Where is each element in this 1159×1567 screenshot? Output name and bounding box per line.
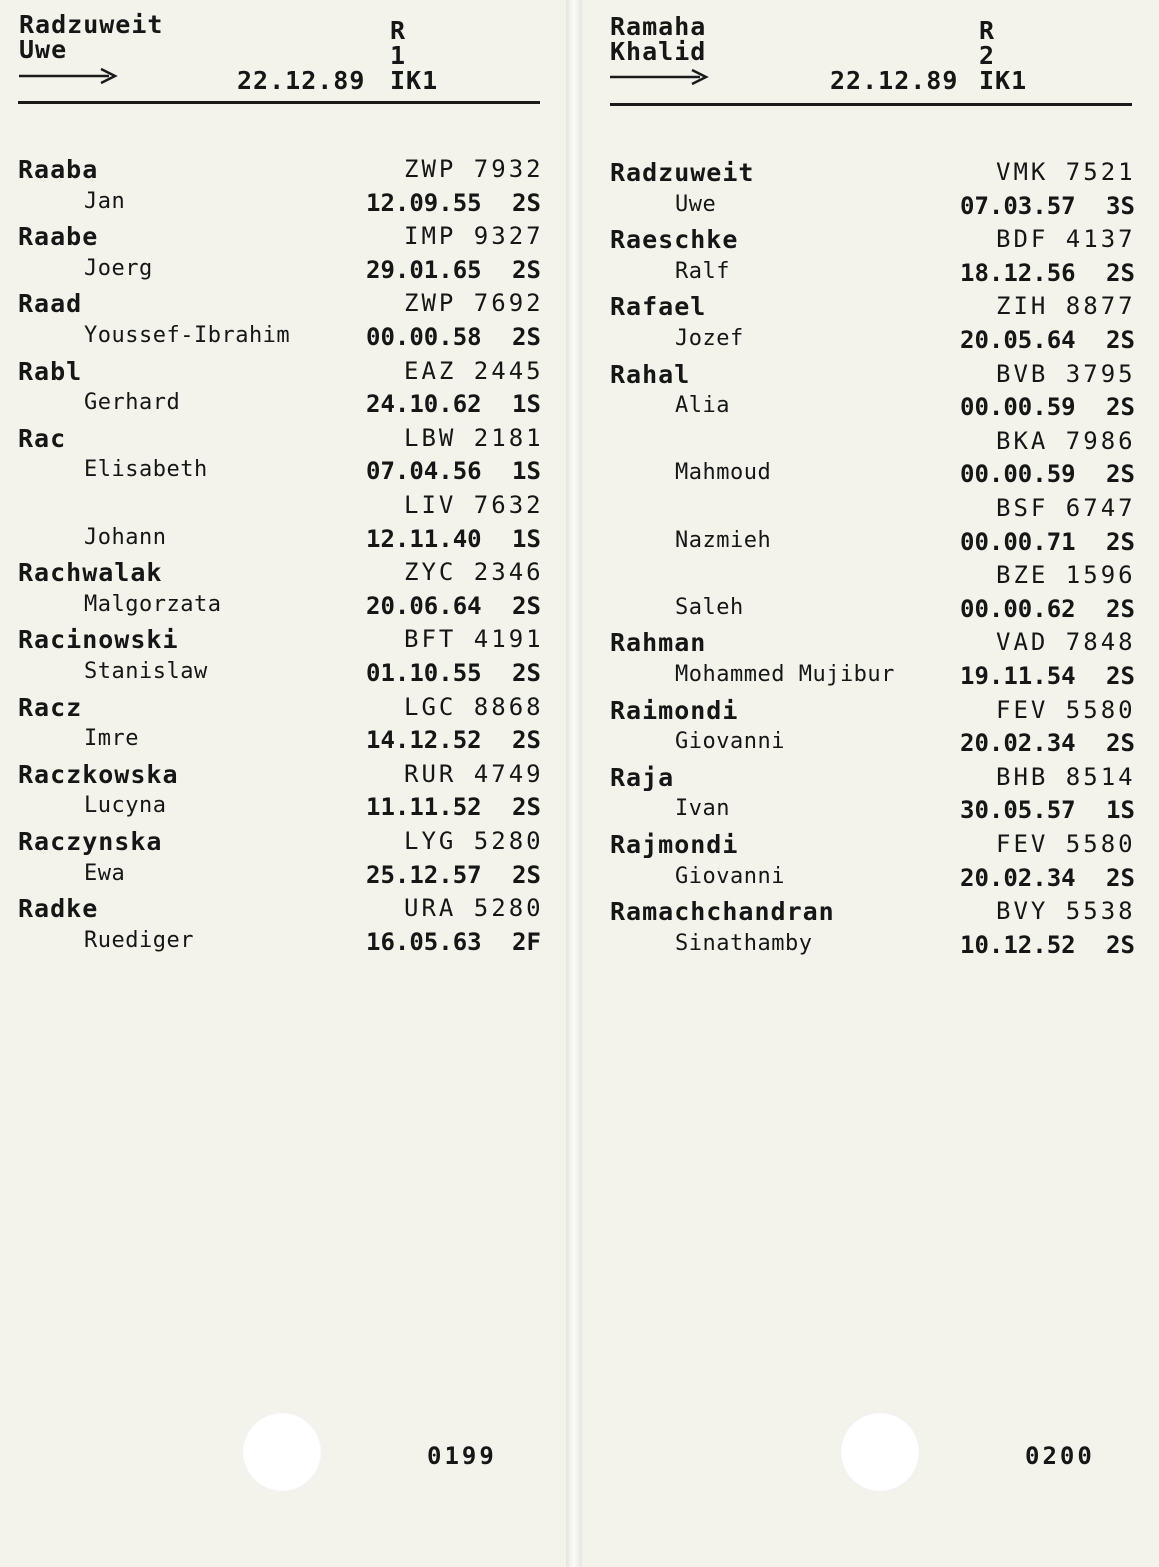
entry-surname: Rahman	[610, 628, 707, 658]
list-item	[582, 729, 1159, 763]
entry-class: 2S	[1106, 326, 1135, 354]
list-item	[0, 189, 566, 223]
list-item	[582, 393, 1159, 427]
entry-date: 12.11.40	[366, 524, 482, 553]
entry-class: 2S	[512, 255, 541, 284]
list-item	[0, 861, 566, 895]
entry-code: RUR 4749	[404, 759, 544, 788]
entry-date: 00.00.58	[366, 323, 482, 351]
entry-surname: Rahal	[610, 359, 691, 389]
entry-firstname: Giovanni	[675, 863, 785, 889]
entry-firstname: Mahmoud	[675, 460, 772, 486]
entry-date: 00.00.59	[960, 460, 1076, 489]
entry-code: BVY 5538	[996, 897, 1136, 926]
entry-date: 10.12.52	[960, 930, 1076, 959]
list-item	[0, 592, 566, 626]
entry-date: 20.06.64	[366, 591, 482, 620]
entry-surname: Rafael	[610, 292, 707, 322]
entry-firstname: Giovanni	[675, 729, 785, 755]
entry-firstname: Youssef-Ibrahim	[84, 323, 291, 348]
entry-code: VAD 7848	[996, 628, 1136, 657]
header-date: 22.12.89	[830, 66, 959, 95]
list-item	[0, 928, 566, 962]
list-item	[0, 323, 566, 357]
entry-firstname: Malgorzata	[84, 591, 222, 617]
entry-firstname: Joerg	[84, 255, 153, 281]
header-code: IK1	[390, 66, 439, 95]
entry-date: 29.01.65	[366, 255, 482, 284]
entry-surname: Rac	[18, 423, 67, 453]
entry-class: 2S	[1106, 863, 1135, 892]
entry-code: ZYC 2346	[404, 558, 544, 587]
serial-number: 0199	[427, 1442, 497, 1470]
entry-date: 01.10.55	[366, 659, 482, 687]
entry-firstname: Alia	[675, 393, 730, 419]
entry-date: 14.12.52	[366, 726, 482, 755]
punch-hole	[242, 1412, 322, 1492]
entry-code: LBW 2181	[404, 423, 544, 452]
entry-firstname: Gerhard	[84, 390, 181, 416]
entry-code: URA 5280	[404, 894, 544, 923]
entry-code: FEV 5580	[996, 695, 1136, 724]
entry-date: 12.09.55	[366, 188, 482, 217]
entry-date: 25.12.57	[366, 860, 482, 889]
entry-date: 07.04.56	[366, 457, 482, 486]
list-item	[582, 696, 1159, 730]
list-item	[0, 289, 566, 323]
entry-code: EAZ 2445	[404, 356, 544, 385]
entry-code: LYG 5280	[404, 827, 544, 855]
list-item	[0, 155, 566, 189]
entry-date: 00.00.71	[960, 527, 1076, 556]
entry-surname: Rachwalak	[18, 558, 163, 588]
header-code: IK1	[979, 66, 1028, 95]
list-item	[582, 864, 1159, 898]
list-item	[0, 793, 566, 827]
entry-surname: Rabl	[18, 356, 83, 386]
entry-date: 30.05.57	[960, 796, 1076, 825]
entry-code: BSF 6747	[996, 494, 1136, 522]
entry-surname: Radzuweit	[610, 158, 755, 187]
entry-surname: Raczkowska	[18, 759, 179, 789]
header-rule	[18, 101, 540, 104]
entry-surname: Raeschke	[610, 225, 739, 255]
entry-date: 20.05.64	[960, 326, 1076, 354]
header-firstname: Khalid	[610, 37, 707, 66]
entry-surname: Raja	[610, 762, 675, 792]
list-item	[582, 225, 1159, 259]
entry-code: LGC 8868	[404, 692, 544, 721]
entry-class: 2S	[512, 323, 541, 351]
entry-code: LIV 7632	[404, 491, 544, 519]
header-letter: R	[979, 16, 995, 45]
entry-class: 2S	[1106, 460, 1135, 489]
list-item	[0, 894, 566, 928]
entry-class: 2S	[512, 860, 541, 889]
entry-firstname: Ruediger	[84, 927, 194, 953]
list-item	[582, 460, 1159, 494]
list-item	[0, 659, 566, 693]
list-item	[582, 628, 1159, 662]
entry-date: 00.00.59	[960, 393, 1076, 422]
entry-class: 2S	[1106, 729, 1135, 758]
entry-firstname: Elisabeth	[84, 457, 208, 483]
arrow-icon	[19, 65, 119, 87]
punch-hole	[840, 1412, 920, 1492]
list-item	[582, 326, 1159, 360]
list-item	[582, 830, 1159, 864]
entry-firstname: Imre	[84, 726, 139, 752]
entry-code: BHB 8514	[996, 762, 1136, 791]
entry-firstname: Lucyna	[84, 793, 167, 819]
entry-class: 2S	[512, 591, 541, 620]
entry-firstname: Ewa	[84, 860, 126, 886]
entry-code: VMK 7521	[996, 158, 1136, 186]
entry-code: BKA 7986	[996, 426, 1136, 455]
list-item	[0, 760, 566, 794]
entry-surname: Raaba	[18, 155, 99, 184]
entry-firstname: Saleh	[675, 594, 744, 620]
entry-code: BDF 4137	[996, 225, 1136, 254]
entry-firstname: Mohammed Mujibur	[675, 662, 895, 687]
card-separator	[566, 0, 582, 1567]
header-rule	[610, 103, 1132, 106]
list-item	[582, 561, 1159, 595]
list-item	[0, 625, 566, 659]
entry-surname: Racz	[18, 692, 83, 722]
entry-surname: Rajmondi	[610, 830, 739, 859]
entry-class: 1S	[512, 457, 541, 486]
entry-class: 2F	[512, 927, 541, 956]
list-item	[582, 931, 1159, 965]
entry-date: 24.10.62	[366, 390, 482, 419]
entry-firstname: Nazmieh	[675, 527, 772, 553]
entry-firstname: Johann	[84, 524, 167, 550]
entry-class: 2S	[1106, 393, 1135, 422]
entry-date: 07.03.57	[960, 191, 1076, 220]
list-item	[0, 558, 566, 592]
list-item	[0, 424, 566, 458]
entry-class: 2S	[1106, 527, 1135, 556]
entry-surname: Raimondi	[610, 695, 739, 725]
list-item	[582, 427, 1159, 461]
list-item	[0, 525, 566, 559]
entry-class: 2S	[1106, 594, 1135, 623]
entry-date: 20.02.34	[960, 729, 1076, 758]
entry-class: 2S	[512, 726, 541, 755]
list-item	[0, 827, 566, 861]
entry-class: 2S	[1106, 662, 1135, 690]
entry-date: 16.05.63	[366, 927, 482, 956]
list-item	[0, 256, 566, 290]
header-number: 1	[390, 41, 406, 70]
header-surname: Radzuweit	[19, 10, 164, 39]
list-item	[0, 222, 566, 256]
list-item	[0, 693, 566, 727]
entry-surname: Raad	[18, 289, 83, 319]
entry-firstname: Stanislaw	[84, 659, 208, 684]
entry-firstname: Sinathamby	[675, 930, 813, 956]
entry-firstname: Jozef	[675, 326, 744, 351]
entry-date: 20.02.34	[960, 863, 1076, 892]
entry-date: 18.12.56	[960, 258, 1076, 287]
list-item	[582, 528, 1159, 562]
list-item	[582, 897, 1159, 931]
entry-class: 2S	[1106, 930, 1135, 959]
entry-date: 19.11.54	[960, 662, 1076, 690]
entry-class: 2S	[1106, 258, 1135, 287]
entry-surname: Radke	[18, 894, 99, 924]
list-item	[582, 662, 1159, 696]
list-item	[582, 763, 1159, 797]
header-letter: R	[390, 16, 406, 45]
header-date: 22.12.89	[237, 66, 366, 95]
entry-class: 3S	[1106, 191, 1135, 220]
list-item	[582, 158, 1159, 192]
entry-class: 1S	[512, 390, 541, 419]
entry-class: 1S	[1106, 796, 1135, 825]
entry-surname: Racinowski	[18, 625, 179, 655]
list-item	[0, 726, 566, 760]
list-item	[0, 357, 566, 391]
header-number: 2	[979, 41, 995, 70]
entry-firstname: Ivan	[675, 796, 730, 822]
entry-code: ZWP 7932	[404, 155, 544, 183]
card-left	[0, 0, 566, 1567]
entry-class: 2S	[512, 659, 541, 687]
list-item	[582, 259, 1159, 293]
entry-firstname: Ralf	[675, 258, 730, 284]
serial-number: 0200	[1025, 1442, 1095, 1470]
entry-class: 1S	[512, 524, 541, 553]
list-item	[582, 192, 1159, 226]
entry-surname: Raczynska	[18, 827, 163, 856]
entry-code: BZE 1596	[996, 561, 1136, 590]
list-item	[582, 595, 1159, 629]
list-item	[0, 457, 566, 491]
list-item	[582, 292, 1159, 326]
entry-code: FEV 5580	[996, 830, 1136, 858]
list-item	[582, 796, 1159, 830]
entry-class: 2S	[512, 793, 541, 822]
arrow-icon	[610, 66, 710, 88]
list-item	[0, 491, 566, 525]
entry-code: BFT 4191	[404, 625, 544, 654]
entry-code: ZWP 7692	[404, 289, 544, 318]
entry-code: BVB 3795	[996, 359, 1136, 388]
entry-surname: Ramachchandran	[610, 897, 835, 927]
list-item	[582, 360, 1159, 394]
list-item	[0, 390, 566, 424]
entry-code: ZIH 8877	[996, 292, 1136, 321]
entry-firstname: Uwe	[675, 191, 717, 217]
header-surname: Ramaha	[610, 12, 707, 41]
entry-surname: Raabe	[18, 222, 99, 252]
header-firstname: Uwe	[19, 35, 68, 64]
entry-date: 11.11.52	[366, 793, 482, 822]
list-item	[582, 494, 1159, 528]
entry-firstname: Jan	[84, 188, 126, 214]
entry-code: IMP 9327	[404, 222, 544, 251]
card-right	[582, 0, 1159, 1567]
entry-date: 00.00.62	[960, 594, 1076, 623]
entry-class: 2S	[512, 188, 541, 217]
